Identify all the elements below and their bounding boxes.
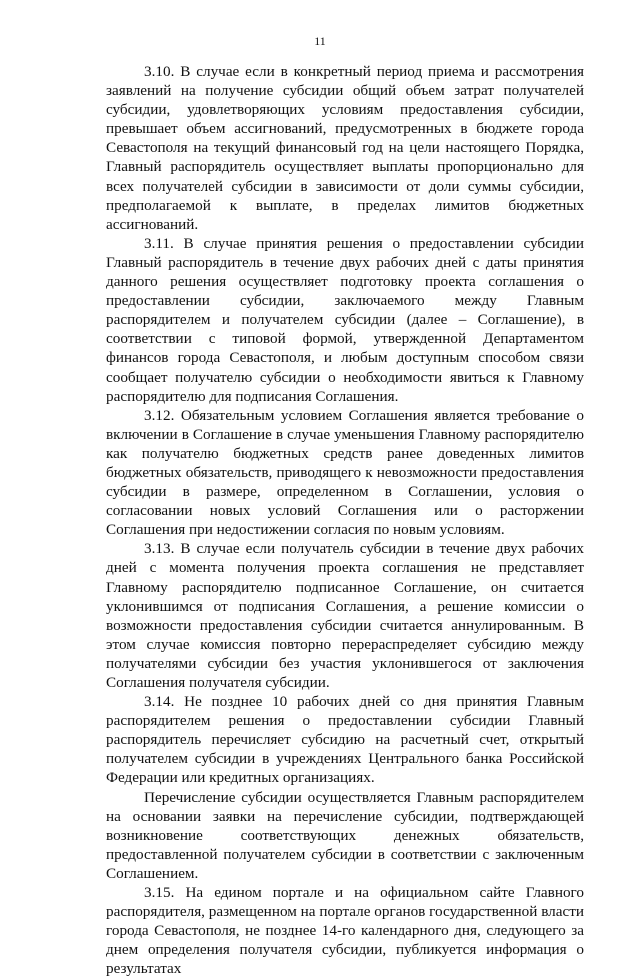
paragraph-3-11: 3.11. В случае принятия решения о предоставлении субсидии Главный распорядитель в течение двух рабочих дней с даты принятия данного решения осуществляет подготовку проекта соглашения о предоставлении субсидии, заключаемого между Главным распорядителем и получателем субсидии (далее – Соглашение), в соответствии с типовой формой, утвержденной Департаментом финансов города Севастополя, и любым доступным способом связи сообщает получателю субсидии о необходимости явиться к Главному распорядителю для подписания Соглашения. — [106, 234, 584, 405]
paragraph-transfer: Перечисление субсидии осуществляется Главным распорядителем на основании заявки на перечисление субсидии, подтверждающей возникновение соответствующих денежных обязательств, предоставленной получателем субсидии в соответствии с заключенным Соглашением. — [106, 788, 584, 882]
document-body — [106, 62, 584, 979]
paragraph-3-12: 3.12. Обязательным условием Соглашения является требование о включении в Соглашение в случае уменьшения Главному распорядителю как получателю бюджетных средств ранее доведенных лимитов бюджетных обязательств, приводящего к невозможности предоставления субсидии в размере, определенном в Соглашении, условия о согласовании новых условий Соглашения или о расторжении Соглашения при недостижении согласия по новым условиям. — [106, 406, 584, 539]
paragraph-3-14: 3.14. Не позднее 10 рабочих дней со дня принятия Главным распорядителем решения о предоставлении субсидии Главный распорядитель перечисляет субсидию на расчетный счет, открытый получателем субсидии в учреждениях Центрального банка Российской Федерации или кредитных организациях. — [106, 693, 584, 787]
paragraph-3-10: 3.10. В случае если в конкретный период приема и рассмотрения заявлений на получение субсидии общий объем затрат получателей субсидии, удовлетворяющих условиям предоставления субсидии, превышает объем ассигнований, предусмотренных в бюджете города Севастополя на текущий финансовый год на цели настоящего Порядка, Главный распорядитель осуществляет выплаты пропорционально для всех получателей субсидии в зависимости от доли суммы субсидии, предполагаемой к выплате, в пределах лимитов бюджетных ассигнований. — [106, 63, 584, 233]
page-number: 11 — [314, 34, 326, 48]
paragraph-3-15: 3.15. На едином портале и на официальном сайте Главного распорядителя, размещенном на портале органов государственной власти города Севастополя, не позднее 14-го календарного дня, следующего за днем определения получателя субсидии, публикуется информация о результатах — [106, 884, 584, 978]
paragraph-3-13: 3.13. В случае если получатель субсидии в течение двух рабочих дней с момента получения проекта соглашения не представляет Главному распорядителю подписанное Соглашение, он считается уклонившимся от подписания Соглашения, а решение комиссии о возможности предоставления субсидии считается аннулированным. В этом случае комиссия повторно перераспределяет субсидию между получателями субсидии без участия уклонившегося от заключения Соглашения получателя субсидии. — [106, 540, 584, 691]
